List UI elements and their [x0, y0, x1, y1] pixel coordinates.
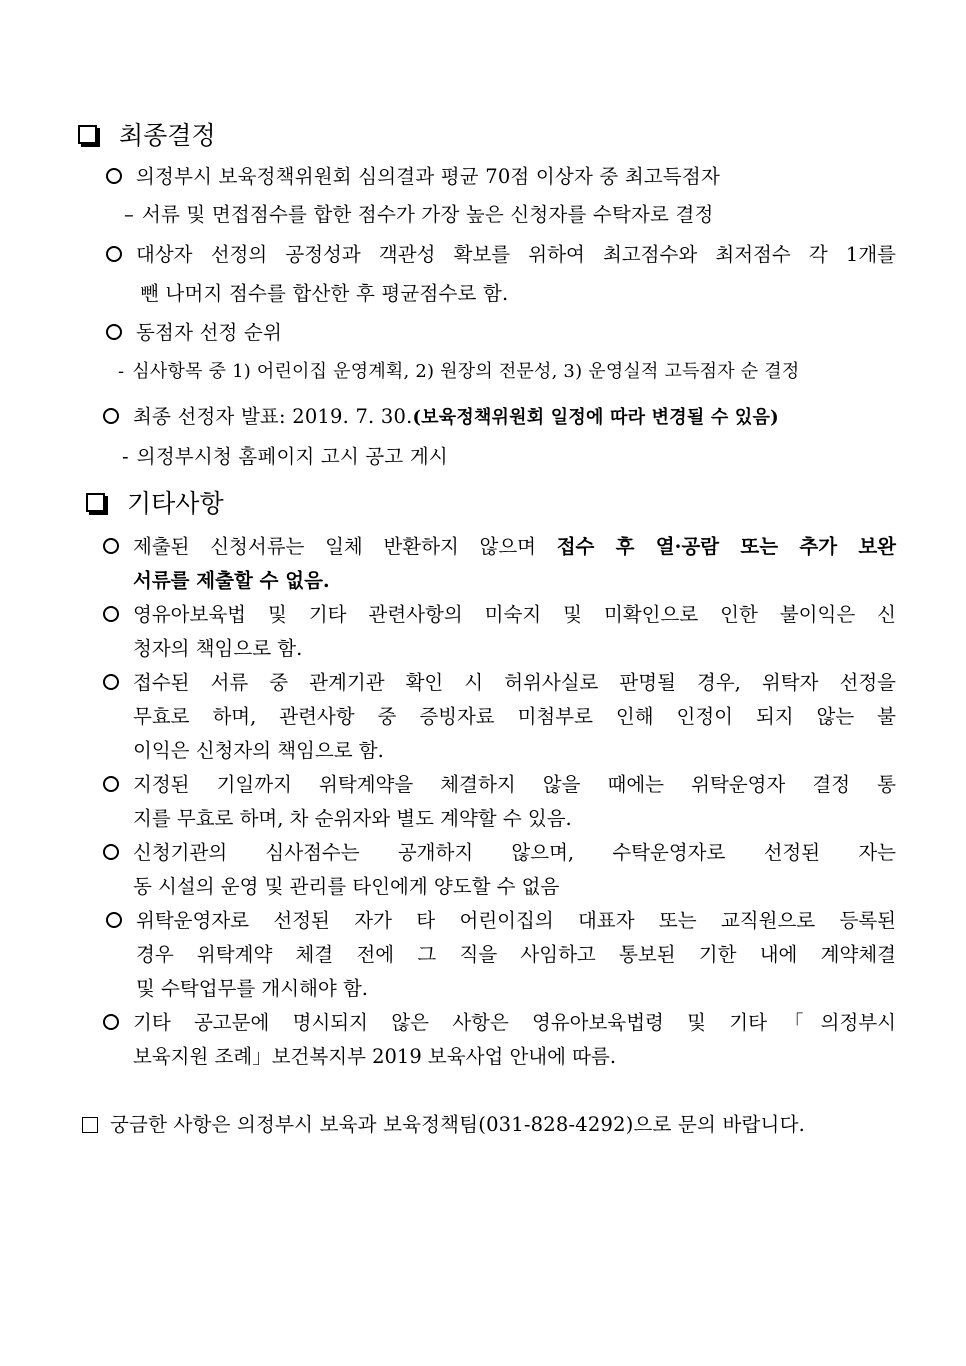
list-item — [103, 598, 896, 666]
list-item — [103, 666, 896, 768]
list-item — [103, 400, 779, 435]
item-text-bold-note: (보육정책위원회 일정에 따라 변경될 수 있음) — [412, 407, 779, 428]
shadowed-square-icon — [78, 125, 97, 144]
item-text: 의정부시 보육정책위원회 심의결과 평균 70점 이상자 중 최고득점자 — [136, 165, 721, 188]
list-item — [103, 530, 896, 598]
circle-bullet-icon — [106, 324, 122, 340]
circle-bullet-icon — [103, 674, 119, 690]
item-text: 동점자 선정 순위 — [136, 321, 283, 344]
item-text-line2: 무효로 하며, 관련사항 중 증빙자료 미첨부로 인해 인정이 되지 않는 불 — [133, 705, 896, 728]
circle-bullet-icon — [103, 1014, 119, 1030]
item-text-line1: 영유아보육법 및 기타 관련사항의 미숙지 및 미확인으로 인한 불이익은 신 — [133, 603, 896, 626]
item-text-line3: 이익은 신청자의 책임으로 함. — [133, 739, 384, 762]
list-item — [106, 316, 282, 350]
item-text-line2: 지를 무효로 하며, 차 순위자와 별도 계약할 수 있음. — [133, 807, 572, 830]
item-text-line2-bold: 서류를 제출할 수 없음. — [133, 569, 330, 592]
item-text-line2: 보육지원 조례」보건복지부 2019 보육사업 안내에 따름. — [133, 1045, 617, 1068]
circle-bullet-icon — [103, 408, 119, 424]
sub-item — [124, 198, 714, 232]
section-title: 최종결정 — [119, 121, 216, 150]
circle-bullet-icon — [103, 606, 119, 622]
item-text-line1: 접수된 서류 중 관계기관 확인 시 허위사실로 판명될 경우, 위탁자 선정을 — [133, 671, 896, 694]
item-text-line1: 제출된 신청서류는 일체 반환하지 않으며 — [133, 535, 557, 558]
item-text-line2: 청자의 책임으로 함. — [133, 637, 303, 660]
circle-bullet-icon — [103, 844, 119, 860]
circle-bullet-icon — [106, 168, 122, 184]
item-text-line2: 경우 위탁계약 체결 전에 그 직을 사임하고 통보된 기한 내에 계약체결 — [136, 943, 896, 966]
footer-text: 궁금한 사항은 의정부시 보육과 보육정책팀(031-828-4292)으로 문의 바랍니다. — [110, 1113, 806, 1136]
footer-note — [82, 1108, 805, 1142]
list-item — [103, 1006, 896, 1074]
item-text-line2: 뺀 나머지 점수를 합산한 후 평균점수로 함. — [140, 282, 509, 305]
list-item — [106, 238, 896, 272]
item-text-line1: 위탁운영자로 선정된 자가 타 어린이집의 대표자 또는 교직원으로 등록된 — [136, 909, 896, 932]
dash-icon: - — [122, 445, 129, 468]
list-item — [103, 836, 896, 904]
section-heading-other-matters — [86, 484, 224, 520]
circle-bullet-icon — [103, 776, 119, 792]
list-item — [103, 768, 896, 836]
sub-item — [118, 355, 799, 389]
sub-item-text: 의정부시청 홈페이지 고시 공고 게시 — [136, 445, 448, 468]
item-text-line1: 지정된 기일까지 위탁계약을 체결하지 않을 때에는 위탁운영자 결정 통 — [133, 773, 896, 796]
list-item-continuation — [140, 277, 508, 311]
list-item — [106, 904, 896, 1006]
list-item — [106, 160, 720, 194]
item-text-line1: 기타 공고문에 명시되지 않은 사항은 영유아보육법령 및 기타「의정부시 — [133, 1011, 896, 1034]
circle-bullet-icon — [103, 538, 119, 554]
shadowed-square-icon — [86, 493, 105, 512]
item-text-line1: 신청기관의 심사점수는 공개하지 않으며, 수탁운영자로 선정된 자는 — [133, 841, 896, 864]
item-text: 최종 선정자 발표: 2019. 7. 30. — [133, 405, 413, 428]
section-title: 기타사항 — [127, 489, 224, 518]
square-outline-icon — [82, 1117, 98, 1133]
circle-bullet-icon — [106, 912, 122, 928]
item-text-line1: 대상자 선정의 공정성과 객관성 확보를 위하여 최고점수와 최저점수 각 1개를 — [136, 243, 896, 266]
sub-item — [122, 440, 448, 474]
sub-item-text: 서류 및 면접점수를 합한 점수가 가장 높은 신청자를 수탁자로 결정 — [141, 203, 714, 226]
item-text-line1-bold: 접수 후 열·공람 또는 추가 보완 — [556, 535, 896, 558]
item-text-line2: 동 시설의 운영 및 관리를 타인에게 양도할 수 없음 — [133, 875, 560, 898]
dash-icon: – — [124, 203, 134, 226]
dash-icon: - — [118, 361, 125, 382]
circle-bullet-icon — [106, 246, 122, 262]
sub-item-text: 심사항목 중 1) 어린이집 운영계획, 2) 원장의 전문성, 3) 운영실적 고득점자 순 결정 — [132, 361, 800, 382]
section-heading-final-decision — [78, 116, 216, 152]
item-text-line3: 및 수탁업무를 개시해야 함. — [136, 977, 369, 1000]
